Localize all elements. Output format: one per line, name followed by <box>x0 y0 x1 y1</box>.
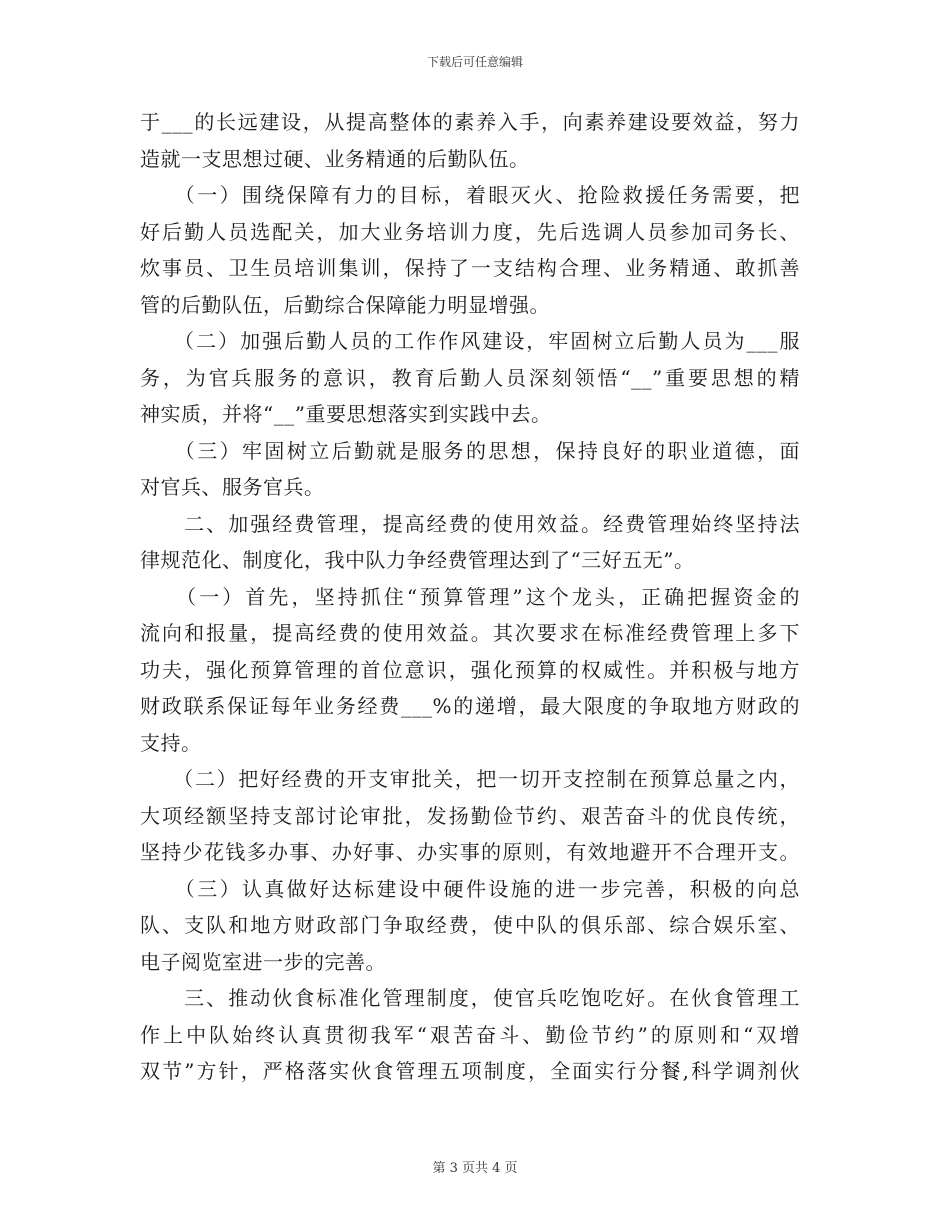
text-line: 三、推动伙食标准化管理制度，使官兵吃饱吃好。在伙食管理工 <box>140 986 800 1010</box>
text-line: 电子阅览室进一步的完善。 <box>140 949 386 974</box>
text-line: 律规范化、制度化，我中队力争经费管理达到了“三好五无”。 <box>140 548 695 572</box>
text-line: 作上中队始终认真贯彻我军“艰苦奋斗、勤俭节约”的原则和“双增 <box>140 1022 800 1047</box>
text-line: （三）认真做好达标建设中硬件设施的进一步完善，积极的向总 <box>140 876 800 901</box>
text-line: 二、加强经费管理，提高经费的使用效益。经费管理始终坚持法 <box>140 511 800 536</box>
text-line: 流向和报量，提高经费的使用效益。其次要求在标准经费管理上多下 <box>140 621 800 645</box>
text-line: （二）把好经费的开支审批关，把一切开支控制在预算总量之内， <box>140 767 800 791</box>
text-line: 好后勤人员选配关，加大业务培训力度，先后选调人员参加司务长、 <box>140 219 800 244</box>
text-line: 神实质，并将“__”重要思想落实到实践中去。 <box>140 402 552 426</box>
text-line: 坚持少花钱多办事、办好事、办实事的原则，有效地避开不合理开支。 <box>140 840 800 864</box>
text-line: 管的后勤队伍，后勤综合保障能力明显增强。 <box>140 292 550 317</box>
text-line: 大项经额坚持支部讨论审批，发扬勤俭节约、艰苦奋斗的优良传统， <box>140 803 800 828</box>
text-line: 财政联系保证每年业务经费___%的递增，最大限度的争取地方财政的 <box>140 694 800 718</box>
text-line: 功夫，强化预算管理的首位意识，强化预算的权威性。并积极与地方 <box>140 657 800 682</box>
text-line: 于___的长远建设，从提高整体的素养入手，向素养建设要效益，努力 <box>140 110 800 134</box>
page-footer: 第 3 页共 4 页 <box>432 1161 518 1176</box>
text-line: 双节”方针，严格落实伙食管理五项制度，全面实行分餐,科学调剂伙 <box>140 1059 800 1083</box>
text-line: 造就一支思想过硬、业务精通的后勤队伍。 <box>140 146 530 171</box>
text-line: （三）牢固树立后勤就是服务的思想，保持良好的职业道德，面 <box>140 438 800 463</box>
text-line: 务，为官兵服务的意识，教育后勤人员深刻领悟“__”重要思想的精 <box>140 365 800 390</box>
text-line: （一）围绕保障有力的目标，着眼灭火、抢险救援任务需要，把 <box>140 183 800 207</box>
page-header: 下载后可任意编辑 <box>426 55 523 69</box>
text-line: 队、支队和地方财政部门争取经费，使中队的俱乐部、综合娱乐室、 <box>140 913 800 937</box>
text-line: （二）加强后勤人员的工作作风建设，牢固树立后勤人员为___服 <box>140 329 800 353</box>
text-line: （一）首先，坚持抓住“预算管理”这个龙头，正确把握资金的 <box>140 584 800 609</box>
text-line: 支持。 <box>140 730 202 755</box>
text-line: 对官兵、服务官兵。 <box>140 475 325 499</box>
text-line: 炊事员、卫生员培训集训，保持了一支结构合理、业务精通、敢抓善 <box>140 256 800 280</box>
document-body <box>140 104 800 1090</box>
